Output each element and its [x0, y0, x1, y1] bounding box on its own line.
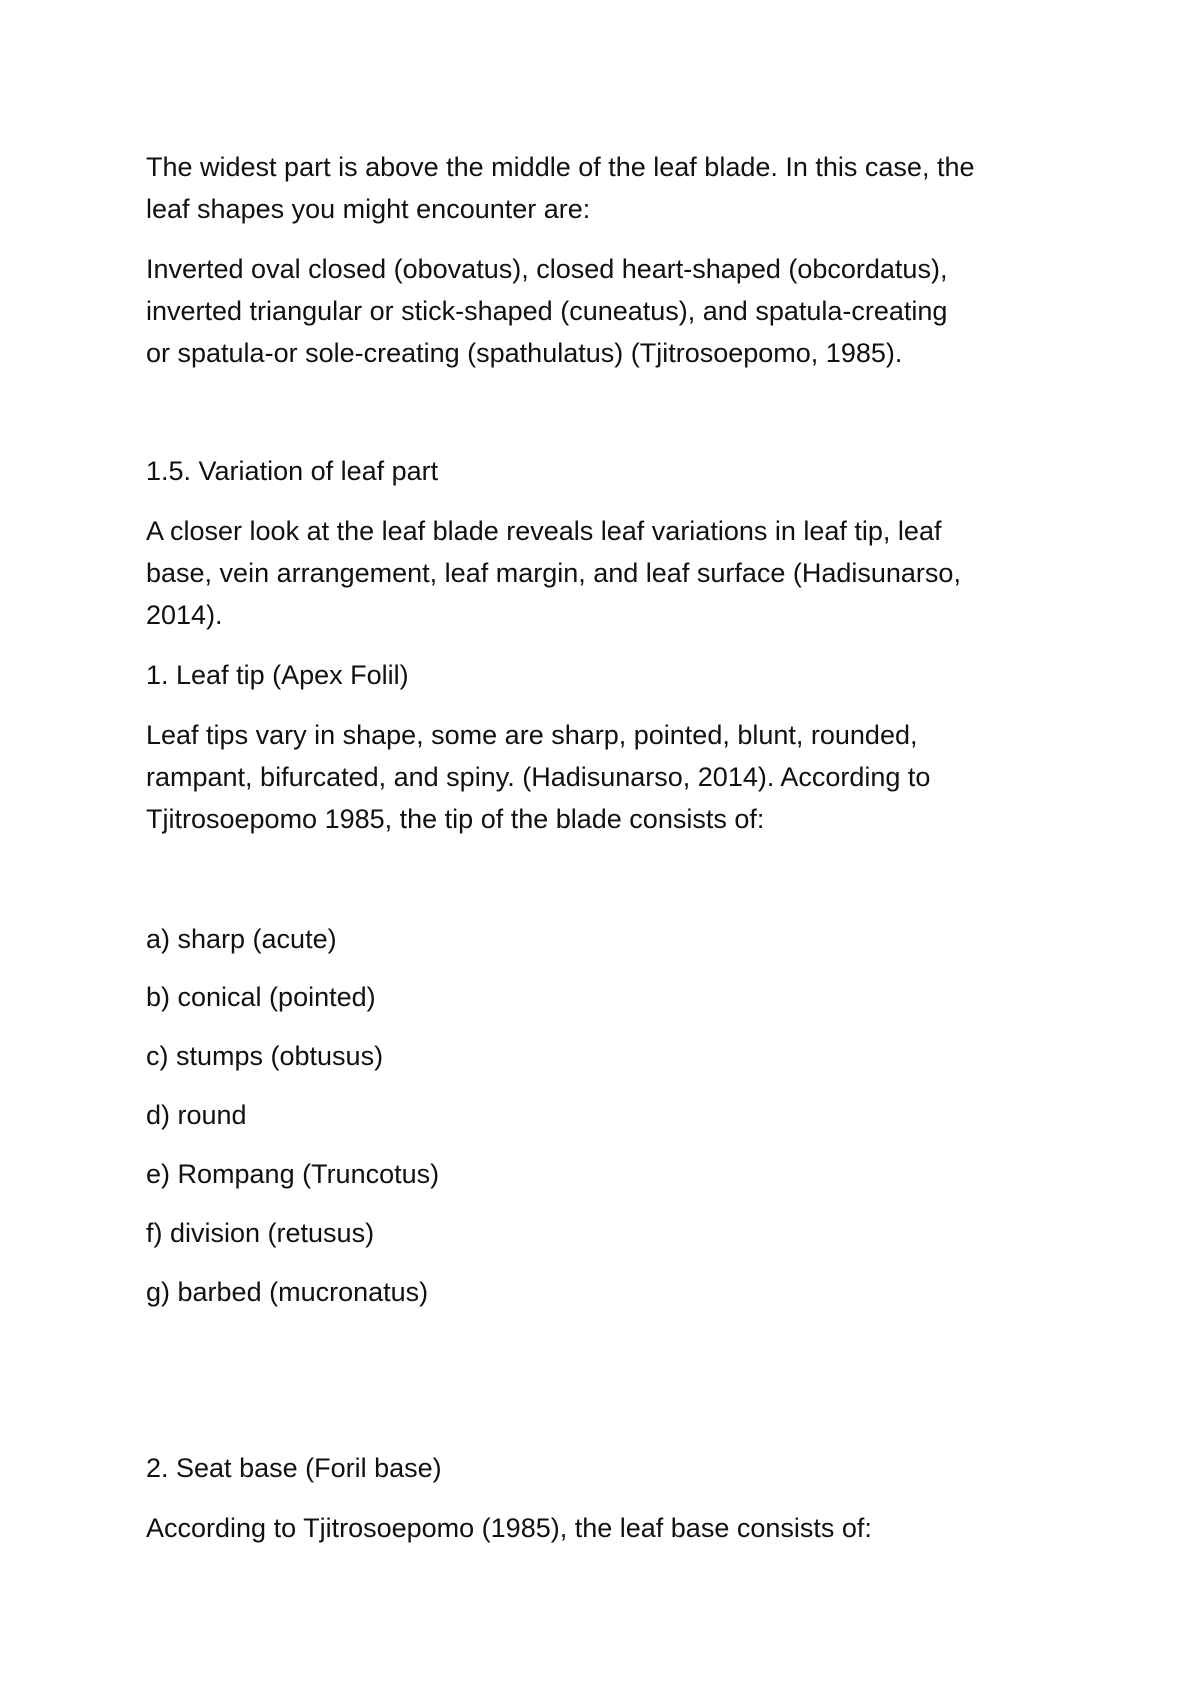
- leaf-tip-item-f: f) division (retusus): [146, 1218, 375, 1248]
- leaf-tip-item-c: c) stumps (obtusus): [146, 1041, 384, 1071]
- shapes-line-2: inverted triangular or stick-shaped (cuneatus), and spatula-creating: [146, 296, 948, 326]
- intro-line-1: The widest part is above the middle of the leaf blade. In this case, the: [146, 152, 975, 182]
- section-para-line-2: base, vein arrangement, leaf margin, and leaf surface (Hadisunarso,: [146, 558, 961, 588]
- leaf-tip-item-a: a) sharp (acute): [146, 924, 337, 954]
- leaf-tip-item-g: g) barbed (mucronatus): [146, 1277, 429, 1307]
- shapes-line-1: Inverted oval closed (obovatus), closed heart-shaped (obcordatus),: [146, 254, 948, 284]
- section-para-line-3: 2014).: [146, 600, 223, 630]
- shapes-line-3: or spatula-or sole-creating (spathulatus) (Tjitrosoepomo, 1985).: [146, 338, 903, 368]
- section-heading: 1.5. Variation of leaf part: [146, 456, 439, 486]
- leaf-tip-para-line-1: Leaf tips vary in shape, some are sharp, pointed, blunt, rounded,: [146, 720, 918, 750]
- leaf-tip-heading: 1. Leaf tip (Apex Folil): [146, 660, 409, 690]
- leaf-base-para-line-1: According to Tjitrosoepomo (1985), the leaf base consists of:: [146, 1513, 872, 1543]
- leaf-tip-para-line-2: rampant, bifurcated, and spiny. (Hadisunarso, 2014). According to: [146, 762, 931, 792]
- leaf-tip-item-b: b) conical (pointed): [146, 982, 376, 1012]
- leaf-tip-item-d: d) round: [146, 1100, 247, 1130]
- intro-line-2: leaf shapes you might encounter are:: [146, 194, 591, 224]
- leaf-base-heading: 2. Seat base (Foril base): [146, 1453, 442, 1483]
- section-para-line-1: A closer look at the leaf blade reveals leaf variations in leaf tip, leaf: [146, 516, 942, 546]
- leaf-tip-item-e: e) Rompang (Truncotus): [146, 1159, 440, 1189]
- leaf-tip-para-line-3: Tjitrosoepomo 1985, the tip of the blade consists of:: [146, 804, 765, 834]
